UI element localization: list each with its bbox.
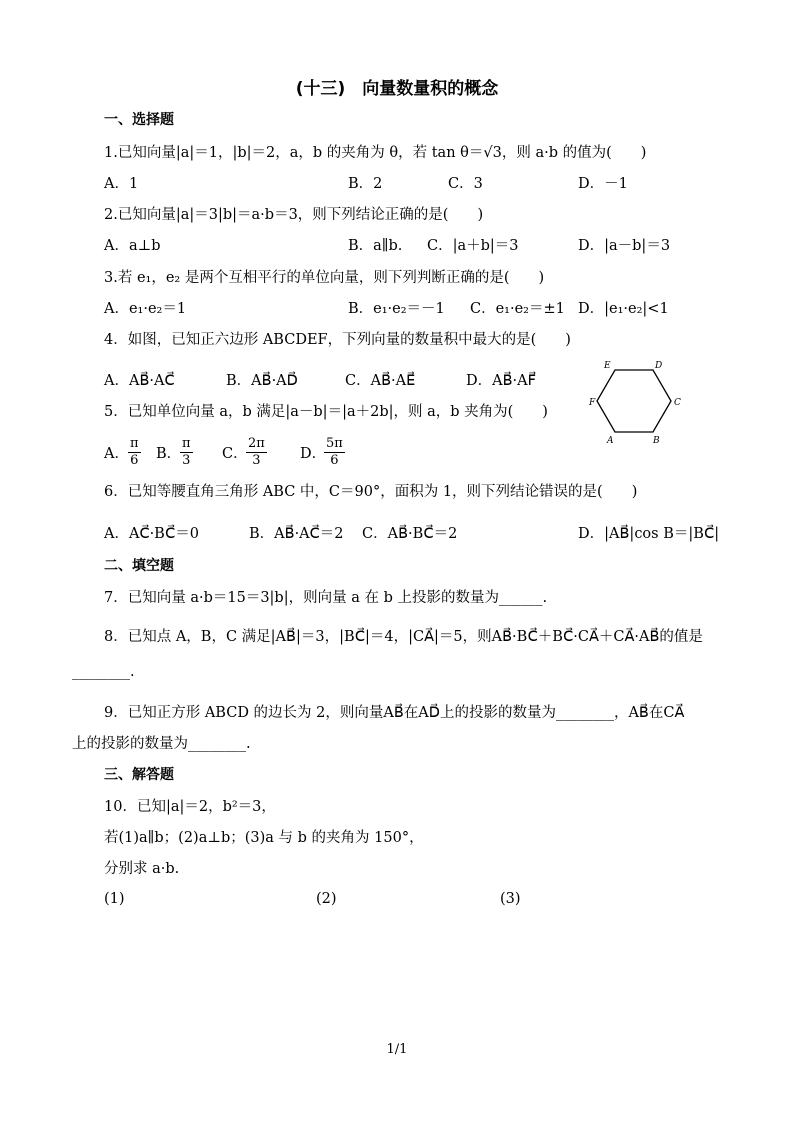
q5-fraction-d — [324, 436, 345, 469]
q4-option-b: B．AB⃗·AD⃗ — [226, 373, 298, 389]
q5-d-denominator: 6 — [330, 453, 339, 468]
q2-option-d: D．|a－b|＝3 — [578, 238, 671, 254]
q2-option-b: B．a∥b. — [348, 238, 403, 254]
q1-option-d: D．－1 — [578, 176, 628, 192]
q9-continuation: 上的投影的数量为________. — [72, 736, 251, 752]
q1-option-b: B．2 — [348, 176, 383, 192]
hex-label-e: E — [604, 361, 611, 371]
q5-option-b: B． — [156, 446, 182, 462]
q3-option-d: D．|e₁·e₂|<1 — [578, 301, 669, 317]
q8-stem: 8．已知点 A，B，C 满足|AB⃗|＝3，|BC⃗|＝4，|CA⃗|＝5，则AB⃗·BC⃗＋BC⃗·CA⃗＋CA⃗·AB⃗的值是 — [104, 629, 703, 645]
hex-label-c: C — [674, 398, 681, 408]
hex-label-f: F — [589, 398, 596, 408]
hex-label-d: D — [655, 361, 663, 371]
q10-part2: (2) — [316, 891, 337, 907]
hexagon-figure — [585, 358, 695, 448]
q6-option-d: D．|AB⃗|cos B＝|BC⃗| — [578, 526, 720, 542]
section-answer: 三、解答题 — [104, 767, 174, 783]
page-number: 1/1 — [386, 1042, 408, 1057]
page-title: (十三) 向量数量积的概念 — [295, 79, 499, 99]
q6-option-c: C．AB⃗·BC⃗＝2 — [362, 526, 458, 542]
q5-d-numerator: 5π — [326, 436, 343, 451]
q4-option-c: C．AB⃗·AE⃗ — [345, 373, 416, 389]
hex-label-a: A — [607, 436, 614, 446]
q5-b-denominator: 3 — [182, 453, 191, 468]
q10-line3: 分别求 a·b. — [104, 861, 180, 877]
q4-option-d: D．AB⃗·AF⃗ — [466, 373, 536, 389]
q1-option-a: A．1 — [104, 176, 139, 192]
q4-stem: 4．如图，已知正六边形 ABCDEF，下列向量的数量积中最大的是( ) — [104, 332, 571, 348]
q1-option-c: C．3 — [448, 176, 483, 192]
q3-stem: 3.若 e₁，e₂ 是两个互相平行的单位向量，则下列判断正确的是( ) — [104, 270, 545, 286]
q8-continuation: ________. — [72, 664, 135, 680]
q5-option-c: C． — [222, 446, 248, 462]
q5-fraction-b — [180, 436, 193, 469]
q3-option-b: B．e₁·e₂＝－1 — [348, 301, 445, 317]
q2-option-c: C．|a＋b|＝3 — [427, 238, 519, 254]
q1-stem: 1.已知向量|a|＝1，|b|＝2，a，b 的夹角为 θ，若 tan θ＝√3，则 a·b 的值为( ) — [104, 145, 647, 161]
q5-option-d: D． — [300, 446, 327, 462]
q10-part1: (1) — [104, 891, 125, 907]
q5-option-a: A． — [104, 446, 129, 462]
section-fill: 二、填空题 — [104, 558, 174, 574]
section-choice: 一、选择题 — [104, 112, 174, 128]
q5-c-denominator: 3 — [252, 453, 261, 468]
q6-option-a: A．AC⃗·BC⃗＝0 — [104, 526, 199, 542]
q10-line2: 若(1)a∥b；(2)a⊥b；(3)a 与 b 的夹角为 150°， — [104, 830, 424, 846]
q5-a-numerator: π — [130, 436, 139, 451]
q10-part3: (3) — [500, 891, 521, 907]
q9-stem: 9．已知正方形 ABCD 的边长为 2，则向量AB⃗在AD⃗上的投影的数量为________，AB⃗在CA⃗ — [104, 705, 685, 721]
q5-stem: 5．已知单位向量 a，b 满足|a－b|＝|a＋2b|，则 a，b 夹角为( ) — [104, 404, 548, 420]
hexagon-shape — [597, 370, 671, 432]
q5-c-numerator: 2π — [248, 436, 265, 451]
q5-fraction-a — [128, 436, 141, 469]
hex-label-b: B — [653, 436, 660, 446]
q5-fraction-c — [246, 436, 267, 469]
q5-a-denominator: 6 — [130, 453, 139, 468]
q3-option-a: A．e₁·e₂＝1 — [104, 301, 187, 317]
q7-stem: 7．已知向量 a·b＝15＝3|b|，则向量 a 在 b 上投影的数量为______. — [104, 590, 548, 606]
q6-option-b: B．AB⃗·AC⃗＝2 — [249, 526, 344, 542]
q3-option-c: C．e₁·e₂＝±1 — [470, 301, 565, 317]
q10-stem: 10．已知|a|＝2，b²＝3， — [104, 799, 276, 815]
q6-stem: 6．已知等腰直角三角形 ABC 中，C＝90°，面积为 1，则下列结论错误的是( ) — [104, 484, 638, 500]
q5-b-numerator: π — [182, 436, 191, 451]
q2-stem: 2.已知向量|a|＝3|b|＝a·b＝3，则下列结论正确的是( ) — [104, 207, 484, 223]
q4-option-a: A．AB⃗·AC⃗ — [104, 373, 175, 389]
q2-option-a: A．a⊥b — [104, 238, 161, 254]
